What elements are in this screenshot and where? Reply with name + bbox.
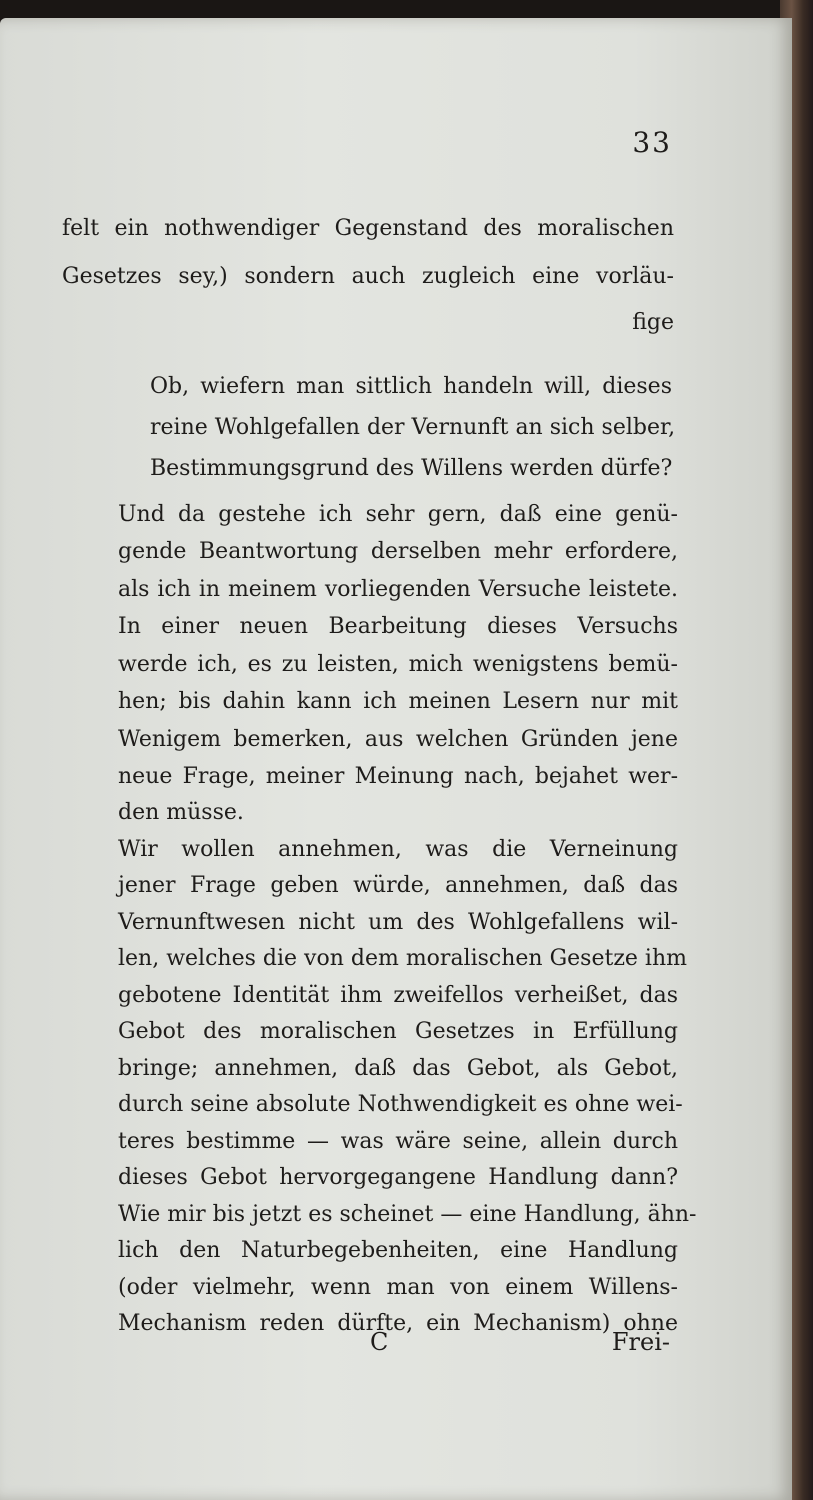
text-line: len, welches die von dem moralischen Gesetze ihm <box>118 946 688 971</box>
text-line: den müsse. <box>118 800 244 825</box>
text-line: gende Beantwortung derselben mehr erfordere, <box>118 539 678 564</box>
text-line: Gebot des moralischen Gesetzes in Erfüllung <box>118 1019 678 1044</box>
signature-mark: C <box>370 1328 389 1356</box>
text-line: bringe; annehmen, daß das Gebot, als Gebot, <box>118 1056 678 1081</box>
text-line: durch seine absolute Nothwendigkeit es ohne wei- <box>118 1092 683 1117</box>
text-line: teres bestimme — was wäre seine, allein durch <box>118 1129 678 1154</box>
text-line: (oder vielmehr, wenn man von einem Willens- <box>118 1275 678 1300</box>
text-line: Wenigem bemerken, aus welchen Gründen jene <box>118 727 678 752</box>
quote-line: Bestimmungsgrund des Willens werden dürfe? <box>150 456 673 481</box>
text-line: Vernunftwesen nicht um des Wohlgefallens wil- <box>118 910 678 935</box>
text-line: Wir wollen annehmen, was die Verneinung <box>118 837 678 862</box>
text-line: In einer neuen Bearbeitung dieses Versuchs <box>118 614 678 639</box>
text-line: jener Frage geben würde, annehmen, daß das <box>118 873 678 898</box>
quote-line: reine Wohlgefallen der Vernunft an sich selber, <box>150 415 676 440</box>
text-line: Wie mir bis jetzt es scheinet — eine Handlung, ähn- <box>118 1202 697 1227</box>
text-line: hen; bis dahin kann ich meinen Lesern nur mit <box>118 689 678 714</box>
text-line: als ich in meinem vorliegenden Versuche leistete. <box>118 577 678 602</box>
text-line: dieses Gebot hervorgegangene Handlung dann? <box>118 1165 678 1190</box>
text-line: felt ein nothwendiger Gegenstand des moralischen <box>62 216 674 241</box>
text-line: neue Frage, meiner Meinung nach, bejahet wer- <box>118 764 678 789</box>
text-line: lich den Naturbegebenheiten, eine Handlung <box>118 1238 678 1263</box>
quote-line: Ob, wiefern man sittlich handeln will, dieses <box>150 374 672 399</box>
text-line: fige <box>632 310 674 335</box>
text-line: Gesetzes sey,) sondern auch zugleich eine vorläu- <box>62 264 674 289</box>
page-number: 33 <box>632 126 672 159</box>
text-line: werde ich, es zu leisten, mich wenigstens bemü- <box>118 652 678 677</box>
text-line: Und da gestehe ich sehr gern, daß eine genü- <box>118 502 678 527</box>
catchword: Frei- <box>611 1328 670 1356</box>
text-line: gebotene Identität ihm zweifellos verheißet, das <box>118 983 678 1008</box>
book-page <box>0 18 792 1500</box>
text-line: Mechanism reden dürfte, ein Mechanism) ohne <box>118 1311 678 1336</box>
